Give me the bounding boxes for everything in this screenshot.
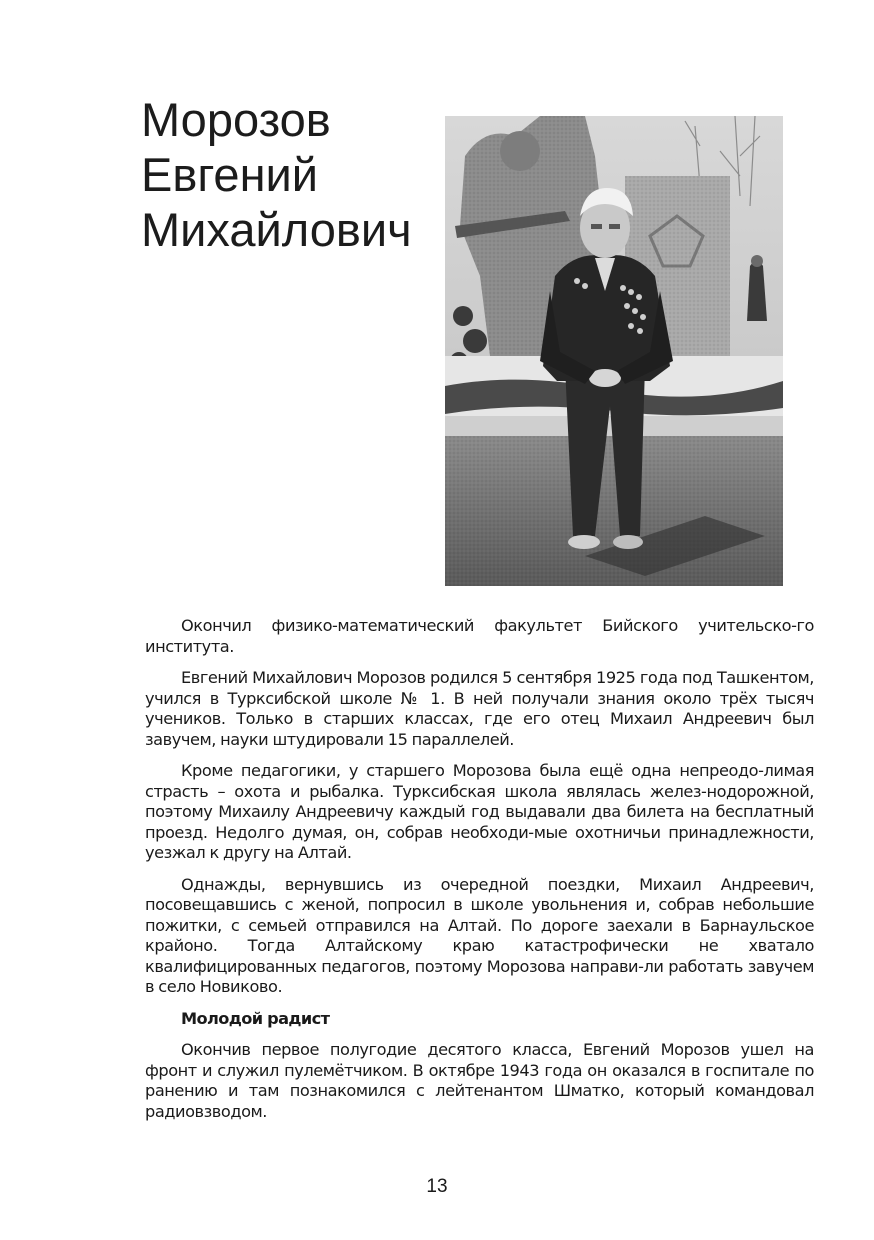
portrait-photo [445,116,783,586]
paragraph-front: Окончив первое полугодие десятого класса, Евгений Морозов ушел на фронт и служил пулемётчиком. В октябре 1943 года он оказался в госпитале по ранению и там познакомился с лейтенантом Шматко, который командовал радиовзводом. [145,1040,814,1121]
article-body [145,616,814,1133]
paragraph-father-hobby: Кроме педагогики, у старшего Морозова была ещё одна непреодо-лимая страсть – охота и рыбалка. Турксибская школа являлась желез-нодорожной, поэтому Михаилу Андреевичу каждый год выдавали два билета на бесплатный проезд. Недолго думая, он, собрав необходи-мые охотничьи принадлежности, уезжал к другу на Алтай. [145,761,814,862]
page-number: 13 [426,1176,448,1197]
paragraph-move-altai: Однажды, вернувшись из очередной поездки, Михаил Андреевич, посовещавшись с женой, попросил в школе увольнения и, собрав небольшие пожитки, с семьей отправился на Алтай. По дороге заехали в Барнаульское крайоно. Тогда Алтайскому краю катастрофически не хватало квалифицированных педагогов, поэтому Морозова направи-ли работать завучем в село Новиково. [145,874,814,996]
person-name-heading [141,92,441,257]
section-subheading: Молодой радист [181,1008,330,1028]
heading-line-surname: Морозов [141,93,331,146]
heading-line-patronymic: Михайлович [141,203,412,256]
paragraph-education: Окончил физико-математический факультет Бийского учительско-го института. [145,616,814,656]
heading-line-first-name: Евгений [141,148,319,201]
paragraph-birth: Евгений Михайлович Морозов родился 5 сентября 1925 года под Ташкентом, учился в Турксибской школе № 1. В ней получали знания около трёх тысяч учеников. Только в старших классах, где его отец Михаил Андреевич был завучем, науки штудировали 15 параллелей. [145,668,814,749]
